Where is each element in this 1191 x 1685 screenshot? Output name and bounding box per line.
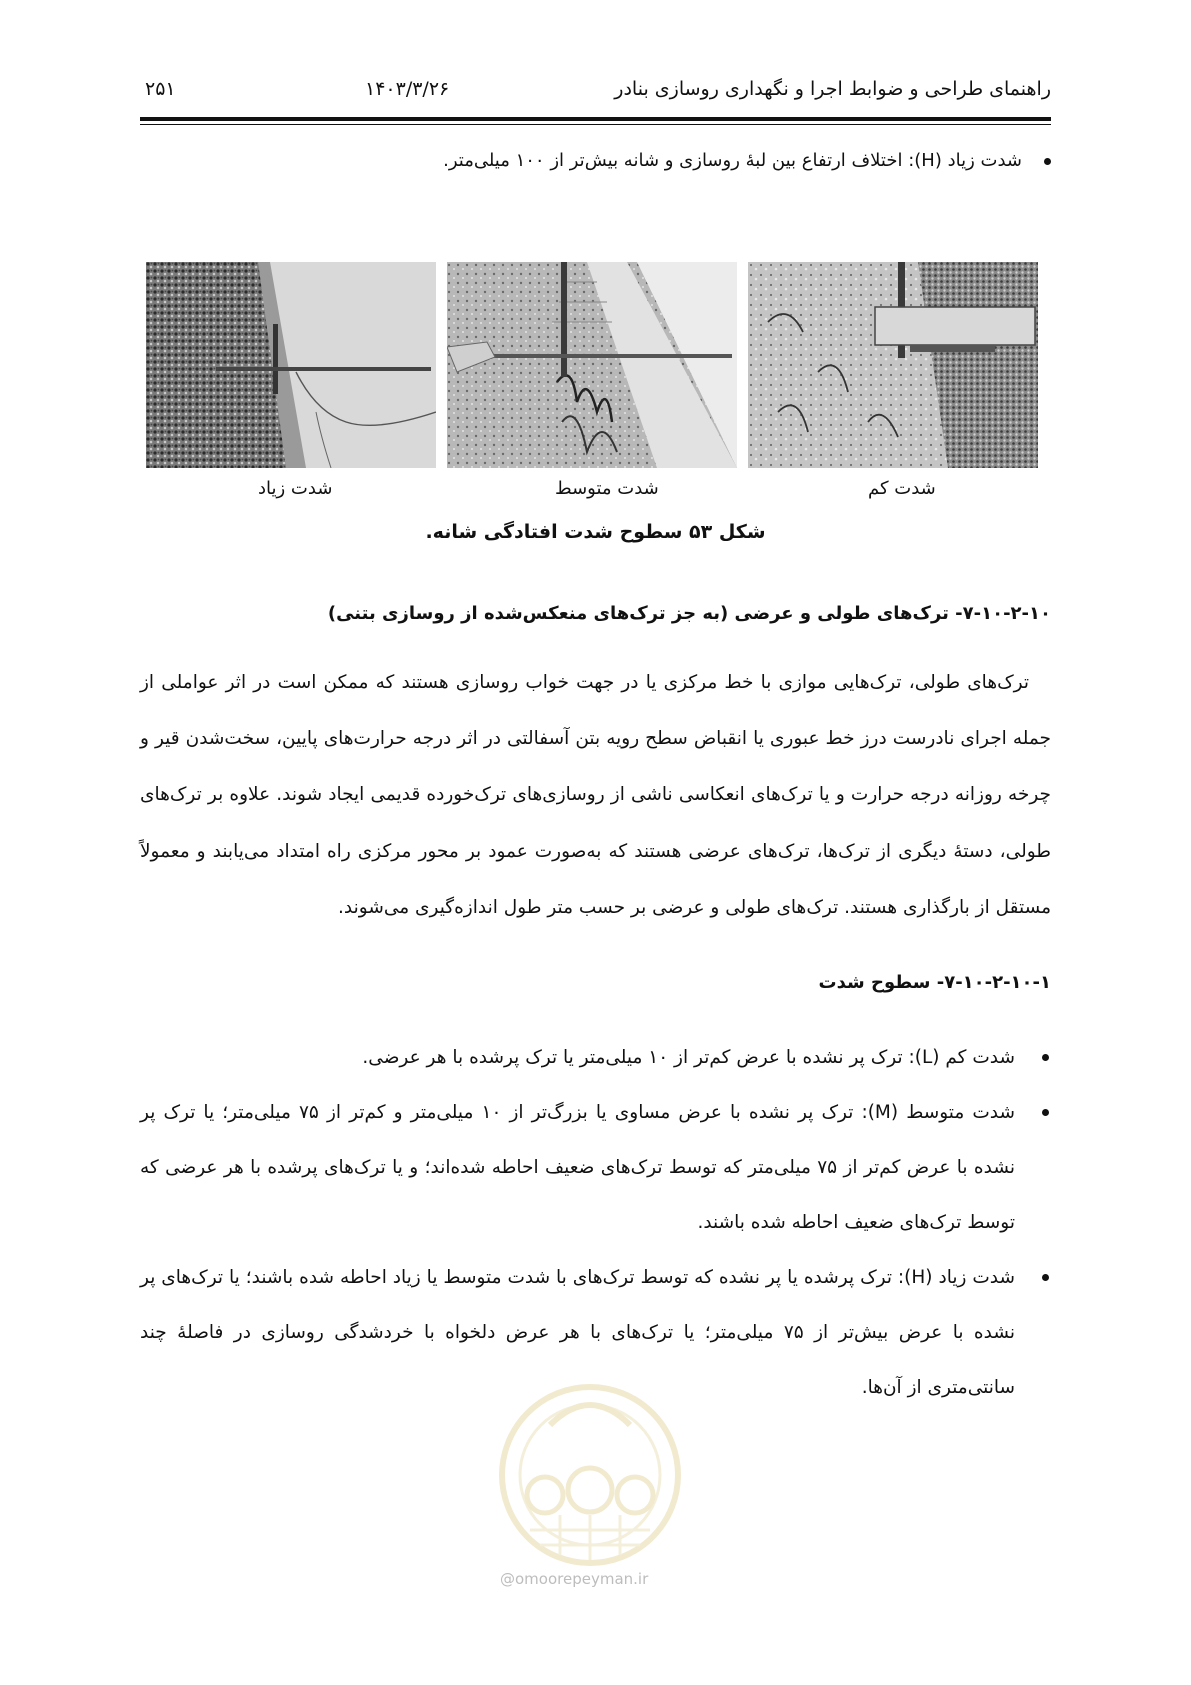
header-divider [140,117,1051,121]
watermark-logo [490,1355,690,1595]
caption-low: شدت کم [868,478,936,499]
photo-medium-image [447,262,737,468]
section-heading: ۷-۱۰-۲-۱۰- ترک‌های طولی و عرضی (به جز ترک‌های منعکس‌شده از روسازی بتنی) [327,603,1051,624]
watermark-text: @omoorepeyman.ir [500,1570,649,1588]
photo-low-severity [748,262,1038,468]
list-item: شدت زیاد (H): ترک پرشده یا پر نشده که توسط ترک‌های با شدت متوسط یا زیاد احاطه شده باشند؛ یا ترک‌های پر نشده با عرض بیش‌تر از ۷۵ میلی‌متر؛ یا ترک‌های با هر عرض دلخواه با خردشدگی روسازی در فاصلهٔ چند سانتی‌متری از آن‌ها. [140,1250,1051,1415]
photo-high-severity [146,262,436,468]
section-paragraph: ترک‌های طولی، ترک‌هایی موازی با خط مرکزی یا در جهت خواب روسازی هستند که ممکن است در اثر عواملی از جمله اجرای نادرست درز خط عبوری یا انقباض سطح رویه بتن آسفالتی در اثر درجه حرارت‌های پایین، سخت‌شدن قیر و چرخه روزانه درجه حرارت و یا ترک‌های انعکاسی ناشی از روسازی‌های ترک‌خورده قدیمی ایجاد شوند. علاوه بر ترک‌های طولی، دستهٔ دیگری از ترک‌ها، ترک‌های عرضی هستند که به‌صورت عمود بر محور مرکزی راه امتداد می‌یابند و معمولاً مستقل از بارگذاری هستند. ترک‌های طولی و عرضی بر حسب متر طول اندازه‌گیری می‌شوند. [140,672,1051,918]
photo-low-image [748,262,1038,468]
caption-high: شدت زیاد [258,478,333,499]
list-item: شدت کم (L): ترک پر نشده با عرض کم‌تر از ۱۰ میلی‌متر یا ترک پرشده با هر عرضی. [140,1030,1051,1085]
header-date: ۱۴۰۳/۳/۲۶ [365,78,450,100]
severity-high-bullet [443,150,1051,171]
photo-medium-severity [447,262,737,468]
bullet-text: شدت زیاد (H): اختلاف ارتفاع بین لبهٔ روسازی و شانه بیش‌تر از ۱۰۰ میلی‌متر. [443,150,1022,171]
bullet-dot [1044,158,1051,165]
caption-medium: شدت متوسط [555,478,659,499]
subsection-heading: ۷-۱۰-۲-۱۰-۱- سطوح شدت [818,972,1051,993]
header-title: راهنمای طراحی و ضوابط اجرا و نگهداری روسازی بنادر [614,78,1051,100]
header-divider-thin [140,124,1051,125]
page-number: ۲۵۱ [145,78,176,100]
figure-title: شکل ۵۳ سطوح شدت افتادگی شانه. [425,521,766,543]
photo-high-image [146,262,436,468]
list-item: شدت متوسط (M): ترک پر نشده با عرض مساوی یا بزرگ‌تر از ۱۰ میلی‌متر و کم‌تر از ۷۵ میلی‌متر؛ یا ترک پر نشده با عرض کم‌تر از ۷۵ میلی‌متر که توسط ترک‌های ضعیف احاطه شده‌اند؛ و یا ترک‌های پرشده با هر عرضی که توسط ترک‌های ضعیف احاطه شده باشند. [140,1085,1051,1250]
